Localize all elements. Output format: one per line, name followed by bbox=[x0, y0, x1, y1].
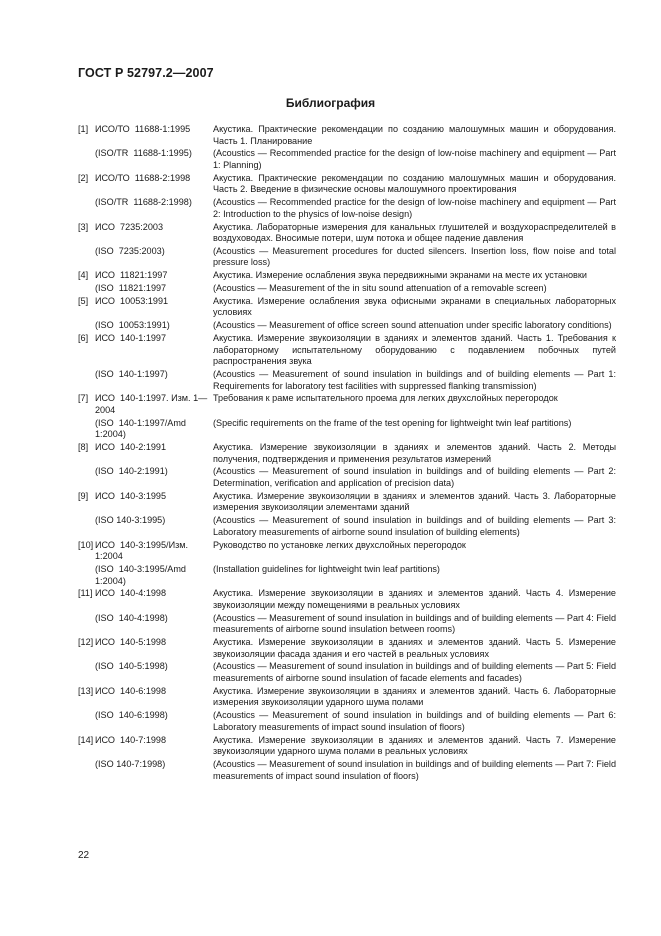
entry-iso-ref: (ISO 140-4:1998) bbox=[95, 612, 168, 623]
page-number: 22 bbox=[78, 850, 90, 861]
entry-row-english bbox=[78, 661, 616, 684]
entry-number: [12] bbox=[78, 637, 94, 648]
entry-english-title: (Acoustics — Measurement of sound insulation in buildings and of building elements — Part 4: Field measurements of airborne sound insulation between rooms) bbox=[213, 612, 616, 635]
entry-description: Акустика. Измерение звукоизоляции в зданиях и элементов зданий. Часть 6. Лабораторные измерения звукоизоляции ударного шума полами bbox=[213, 685, 616, 708]
bibliography-entry bbox=[78, 124, 616, 172]
entry-standard-ref: ИСО 140-3:1995/Изм. 1:2004 bbox=[95, 539, 191, 562]
entry-number: [9] bbox=[78, 490, 89, 501]
entry-row-russian bbox=[78, 735, 616, 758]
entry-row-russian bbox=[78, 296, 616, 319]
entry-row-english bbox=[78, 564, 616, 587]
entry-number-spacer bbox=[78, 564, 95, 587]
entry-description: Акустика. Лабораторные измерения для канальных глушителей и воздухораспределителей в воздуховодах. Вносимые потери, шум потока и общее падение давления bbox=[213, 221, 616, 244]
bibliography-entry bbox=[78, 735, 616, 783]
entry-english-title: (Specific requirements on the frame of the test opening for lightweight twin leaf partitions) bbox=[213, 417, 572, 428]
bibliography-entry bbox=[78, 296, 616, 332]
entry-english-title: (Acoustics — Recommended practice for the design of low-noise machinery and equipment — Part 2: Introduction to the physics of low-noise design) bbox=[213, 197, 616, 219]
entry-row-russian bbox=[78, 491, 616, 514]
entry-description: Руководство по установке легких двухслойных перегородок bbox=[213, 539, 466, 550]
entry-row-english bbox=[78, 197, 616, 220]
entry-number: [10] bbox=[78, 539, 94, 550]
bibliography-entry bbox=[78, 173, 616, 221]
entry-number-spacer bbox=[78, 466, 95, 489]
entry-number: [11] bbox=[78, 588, 93, 599]
entry-number: [1] bbox=[78, 124, 89, 134]
standard-header: ГОСТ Р 52797.2—2007 bbox=[78, 66, 214, 80]
entry-english-title: (Acoustics — Measurement of sound insulation in buildings and of building elements — Part 5: Field measurements of airborne sound insulation of facade elements and facades) bbox=[213, 661, 616, 684]
entry-iso-ref: (ISO 140-2:1991) bbox=[95, 466, 168, 477]
entry-row-russian bbox=[78, 222, 616, 245]
entry-iso-ref: (ISO 140-7:1998) bbox=[95, 758, 166, 769]
entry-standard-ref: ИСО 140-5:1998 bbox=[95, 637, 167, 648]
entry-standard-ref: ИСО 140-4:1998 bbox=[95, 588, 167, 599]
entry-iso-ref: (ISO 140-6:1998) bbox=[95, 710, 168, 721]
entry-description: Акустика. Измерение ослабления звука офисными экранами в специальных лабораторных условиях bbox=[213, 295, 616, 318]
entry-row-russian bbox=[78, 686, 616, 709]
entry-row-russian bbox=[78, 173, 616, 196]
entry-number: [7] bbox=[78, 393, 89, 404]
bibliography-entry bbox=[78, 270, 616, 294]
entry-row-english bbox=[78, 283, 616, 295]
entry-description: Акустика. Измерение звукоизоляции в зданиях и элементов зданий. Часть 5. Измерение звукоизоляции фасада здания и его частей в реальных условиях bbox=[213, 637, 616, 659]
entry-iso-ref: (ISO/TR 11688-1:1995) bbox=[95, 148, 192, 159]
entry-description: Акустика. Измерение звукоизоляции в зданиях и элементов зданий. Часть 3. Лабораторные измерения звукоизоляции элементами зданий bbox=[213, 490, 616, 513]
entry-iso-ref: (ISO 140-1:1997/Amd 1:2004) bbox=[95, 417, 189, 440]
entry-english-title: (Acoustics — Measurement of sound insulation in buildings and of building elements — Part 1: Requirements for laboratory test facilities with suppressed flanking transmission) bbox=[213, 368, 616, 391]
entry-number-spacer bbox=[78, 246, 95, 269]
entry-standard-ref: ИСО/ТО 11688-1:1995 bbox=[95, 124, 191, 134]
bibliography-entry bbox=[78, 393, 616, 441]
entry-number: [8] bbox=[78, 442, 89, 453]
entry-number: [5] bbox=[78, 295, 89, 306]
entry-number: [3] bbox=[78, 221, 89, 232]
entry-standard-ref: ИСО 140-2:1991 bbox=[95, 442, 167, 453]
bibliography-list bbox=[78, 124, 616, 783]
entry-number-spacer bbox=[78, 515, 95, 538]
entry-number: [2] bbox=[78, 172, 89, 183]
entry-iso-ref: (ISO 140-3:1995) bbox=[95, 515, 166, 526]
entry-row-russian bbox=[78, 393, 616, 416]
entry-description: Акустика. Измерение звукоизоляции в зданиях и элементов зданий. Часть 1. Требования к лабораторному испытательному оборудованию с подавлением побочных путей распространения звука bbox=[213, 332, 616, 367]
entry-standard-ref: ИСО 7235:2003 bbox=[95, 221, 164, 232]
entry-row-english bbox=[78, 418, 616, 441]
entry-standard-ref: ИСО 140-3:1995 bbox=[95, 490, 167, 501]
entry-row-russian bbox=[78, 540, 616, 563]
bibliography-entry bbox=[78, 637, 616, 685]
entry-row-russian bbox=[78, 333, 616, 368]
entry-row-english bbox=[78, 759, 616, 782]
entry-iso-ref: (ISO 10053:1991) bbox=[95, 320, 170, 331]
entry-description: Акустика. Измерение ослабления звука передвижными экранами на месте их установки bbox=[213, 270, 587, 281]
entry-row-english bbox=[78, 369, 616, 392]
bibliography-entry bbox=[78, 588, 616, 636]
entry-standard-ref: ИСО 140-7:1998 bbox=[95, 734, 167, 745]
entry-number-spacer bbox=[78, 148, 95, 171]
bibliography-entry bbox=[78, 491, 616, 539]
entry-row-english bbox=[78, 148, 616, 171]
entry-english-title: (Acoustics — Measurement of sound insulation in buildings and of building elements — Part 7: Field measurements of impact sound insulation of floors) bbox=[213, 758, 616, 781]
entry-iso-ref: (ISO 140-3:1995/Amd 1:2004) bbox=[95, 563, 189, 586]
entry-iso-ref: (ISO 11821:1997 bbox=[95, 283, 167, 294]
bibliography-entry bbox=[78, 540, 616, 588]
entry-standard-ref: ИСО 11821:1997 bbox=[95, 270, 168, 281]
entry-number-spacer bbox=[78, 283, 95, 295]
entry-row-english bbox=[78, 710, 616, 733]
entry-standard-ref: ИСО 10053:1991 bbox=[95, 295, 169, 306]
entry-row-russian bbox=[78, 442, 616, 465]
page-title: Библиография bbox=[285, 96, 376, 110]
entry-english-title: (Acoustics — Measurement of sound insulation in buildings and of building elements — Part 2: Determination, verification and application of precision data) bbox=[213, 466, 616, 489]
entry-number-spacer bbox=[78, 320, 95, 332]
entry-english-title: (Acoustics — Measurement of office screen sound attenuation under specific laboratory conditions) bbox=[213, 320, 612, 331]
entry-iso-ref: (ISO/TR 11688-2:1998) bbox=[95, 197, 192, 208]
entry-number: [13] bbox=[78, 685, 94, 696]
entry-row-russian bbox=[78, 270, 616, 282]
entry-description: Акустика. Практические рекомендации по созданию малошумных машин и оборудования. Часть 2. Введение в физические основы малошумного проектирования bbox=[213, 172, 616, 195]
bibliography-entry bbox=[78, 442, 616, 490]
entry-row-russian bbox=[78, 124, 616, 147]
entry-english-title: (Acoustics — Measurement of the in situ sound attenuation of a removable screen) bbox=[213, 283, 547, 294]
entry-row-english bbox=[78, 320, 616, 332]
entry-row-russian bbox=[78, 588, 616, 611]
entry-english-title: (Acoustics — Measurement of sound insulation in buildings and of building elements — Part 3: Laboratory measurements of airborne sound insulation of building elements) bbox=[213, 515, 616, 537]
entry-standard-ref: ИСО 140-1:1997. Изм. 1—2004 bbox=[95, 393, 208, 415]
entry-iso-ref: (ISO 7235:2003) bbox=[95, 245, 165, 256]
entry-row-english bbox=[78, 246, 616, 269]
entry-standard-ref: ИСО 140-1:1997 bbox=[95, 332, 167, 343]
entry-number-spacer bbox=[78, 369, 95, 392]
entry-english-title: (Acoustics — Measurement of sound insulation in buildings and of building elements — Part 6: Laboratory measurements of impact sound insulation of floors) bbox=[213, 710, 616, 732]
entry-number-spacer bbox=[78, 613, 95, 636]
entry-number: [14] bbox=[78, 734, 94, 745]
entry-number-spacer bbox=[78, 418, 95, 441]
entry-row-english bbox=[78, 515, 616, 538]
entry-description: Акустика. Практические рекомендации по созданию малошумных машин и оборудования. Часть 1. Планирование bbox=[213, 124, 616, 146]
bibliography-entry bbox=[78, 222, 616, 270]
entry-number: [6] bbox=[78, 332, 89, 343]
entry-description: Требования к раме испытательного проема для легких двухслойных перегородок bbox=[213, 393, 558, 404]
entry-iso-ref: (ISO 140-1:1997) bbox=[95, 368, 168, 379]
entry-number-spacer bbox=[78, 710, 95, 733]
entry-number-spacer bbox=[78, 661, 95, 684]
bibliography-entry bbox=[78, 686, 616, 734]
entry-description: Акустика. Измерение звукоизоляции в зданиях и элементов зданий. Часть 7. Измерение звукоизоляции ударного шума полами в реальных условиях bbox=[213, 734, 616, 757]
entry-description: Акустика. Измерение звукоизоляции в зданиях и элементов зданий. Часть 4. Измерение звукоизоляции между помещениями в реальных условиях bbox=[213, 588, 616, 610]
entry-number-spacer bbox=[78, 759, 95, 782]
entry-row-russian bbox=[78, 637, 616, 660]
bibliography-entry bbox=[78, 333, 616, 392]
entry-english-title: (Installation guidelines for lightweight twin leaf partitions) bbox=[213, 563, 440, 574]
entry-iso-ref: (ISO 140-5:1998) bbox=[95, 661, 168, 672]
entry-row-english bbox=[78, 466, 616, 489]
entry-standard-ref: ИСО 140-6:1998 bbox=[95, 685, 167, 696]
entry-number: [4] bbox=[78, 270, 89, 281]
entry-english-title: (Acoustics — Recommended practice for the design of low-noise machinery and equipment — Part 1: Planning) bbox=[213, 148, 616, 170]
entry-english-title: (Acoustics — Measurement procedures for ducted silencers. Insertion loss, flow noise and total pressure loss) bbox=[213, 245, 616, 268]
entry-standard-ref: ИСО/ТО 11688-2:1998 bbox=[95, 172, 191, 183]
entry-number-spacer bbox=[78, 197, 95, 220]
entry-row-english bbox=[78, 613, 616, 636]
entry-description: Акустика. Измерение звукоизоляции в зданиях и элементов зданий. Часть 2. Методы получения, подтверждения и применения результатов измерений bbox=[213, 442, 616, 464]
